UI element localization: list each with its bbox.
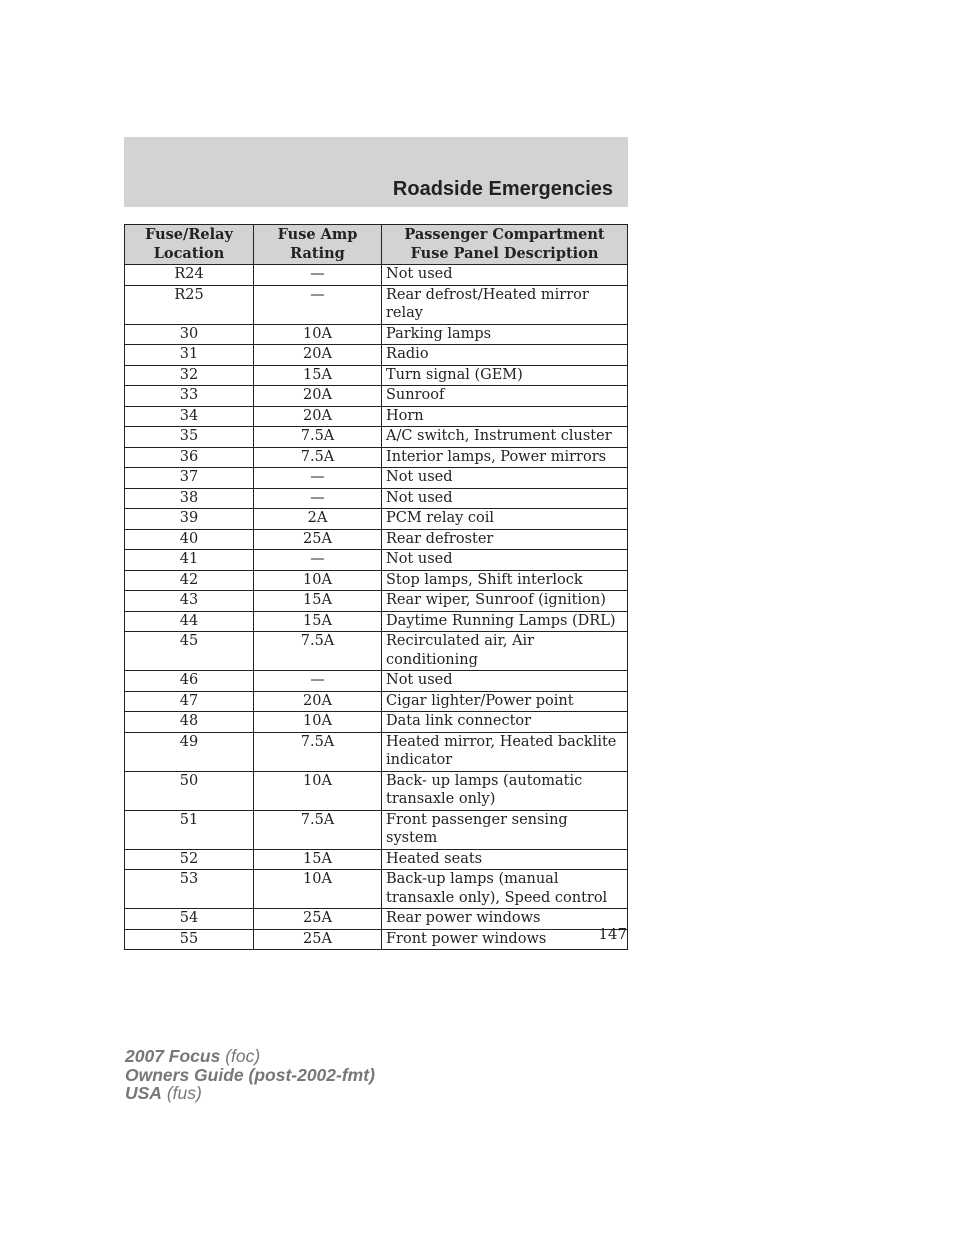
- cell-rating: 25A: [254, 529, 382, 550]
- cell-description: Rear power windows: [382, 909, 628, 930]
- cell-location: 49: [125, 732, 254, 771]
- cell-location: 35: [125, 427, 254, 448]
- cell-location: 52: [125, 849, 254, 870]
- cell-rating: 10A: [254, 570, 382, 591]
- cell-description: Rear wiper, Sunroof (ignition): [382, 591, 628, 612]
- table-row: [125, 285, 628, 324]
- table-row: [125, 712, 628, 733]
- table-row: [125, 929, 628, 950]
- cell-rating: 2A: [254, 509, 382, 530]
- section-title: Roadside Emergencies: [392, 178, 613, 200]
- cell-description: Heated seats: [382, 849, 628, 870]
- section-header-band: [124, 137, 628, 207]
- cell-location: 38: [125, 488, 254, 509]
- cell-location: R24: [125, 265, 254, 286]
- cell-description: Back-up lamps (manual transaxle only), Speed control: [382, 870, 628, 909]
- table-row: [125, 529, 628, 550]
- cell-rating: 10A: [254, 712, 382, 733]
- cell-rating: —: [254, 671, 382, 692]
- table-row: [125, 509, 628, 530]
- cell-location: 34: [125, 406, 254, 427]
- table-row: [125, 732, 628, 771]
- cell-description: Not used: [382, 488, 628, 509]
- cell-description: Back- up lamps (automatic transaxle only): [382, 771, 628, 810]
- table-row: [125, 771, 628, 810]
- cell-location: 51: [125, 810, 254, 849]
- cell-description: Cigar lighter/Power point: [382, 691, 628, 712]
- cell-description: Interior lamps, Power mirrors: [382, 447, 628, 468]
- cell-location: 54: [125, 909, 254, 930]
- cell-location: 31: [125, 345, 254, 366]
- cell-description: Not used: [382, 468, 628, 489]
- cell-location: 42: [125, 570, 254, 591]
- cell-rating: 7.5A: [254, 732, 382, 771]
- cell-location: 32: [125, 365, 254, 386]
- cell-rating: 7.5A: [254, 447, 382, 468]
- cell-location: 44: [125, 611, 254, 632]
- table-row: [125, 810, 628, 849]
- cell-description: PCM relay coil: [382, 509, 628, 530]
- table-row: [125, 632, 628, 671]
- cell-description: Not used: [382, 550, 628, 571]
- cell-location: 50: [125, 771, 254, 810]
- table-row: [125, 265, 628, 286]
- cell-rating: 10A: [254, 771, 382, 810]
- cell-description: Daytime Running Lamps (DRL): [382, 611, 628, 632]
- cell-location: 41: [125, 550, 254, 571]
- table-row: [125, 849, 628, 870]
- table-row: [125, 671, 628, 692]
- cell-location: 55: [125, 929, 254, 950]
- cell-rating: 7.5A: [254, 632, 382, 671]
- cell-description: Turn signal (GEM): [382, 365, 628, 386]
- cell-description: A/C switch, Instrument cluster: [382, 427, 628, 448]
- cell-rating: 15A: [254, 849, 382, 870]
- table-row: [125, 365, 628, 386]
- cell-location: 36: [125, 447, 254, 468]
- cell-description: Parking lamps: [382, 324, 628, 345]
- cell-location: R25: [125, 285, 254, 324]
- cell-description: Rear defrost/Heated mirror relay: [382, 285, 628, 324]
- cell-location: 40: [125, 529, 254, 550]
- cell-rating: 15A: [254, 611, 382, 632]
- cell-rating: —: [254, 468, 382, 489]
- cell-rating: 20A: [254, 406, 382, 427]
- footer-model-code: (foc): [225, 1046, 261, 1066]
- table-row: [125, 870, 628, 909]
- footer-line-guide: [125, 1066, 375, 1085]
- cell-rating: 10A: [254, 870, 382, 909]
- cell-description: Heated mirror, Heated backlite indicator: [382, 732, 628, 771]
- cell-description: Front power windows: [382, 929, 628, 950]
- table-row: [125, 345, 628, 366]
- cell-rating: —: [254, 488, 382, 509]
- cell-rating: —: [254, 265, 382, 286]
- cell-description: Stop lamps, Shift interlock: [382, 570, 628, 591]
- document-footer: [125, 1047, 375, 1103]
- cell-description: Not used: [382, 265, 628, 286]
- table-row: [125, 591, 628, 612]
- cell-rating: 10A: [254, 324, 382, 345]
- fuse-table: [124, 224, 628, 950]
- table-row: [125, 909, 628, 930]
- table-row: [125, 488, 628, 509]
- cell-location: 39: [125, 509, 254, 530]
- column-header-location: Fuse/Relay Location: [125, 225, 254, 265]
- cell-description: Sunroof: [382, 386, 628, 407]
- cell-rating: 25A: [254, 909, 382, 930]
- cell-description: Radio: [382, 345, 628, 366]
- cell-location: 47: [125, 691, 254, 712]
- cell-rating: 7.5A: [254, 427, 382, 448]
- cell-rating: 20A: [254, 691, 382, 712]
- table-row: [125, 570, 628, 591]
- cell-location: 45: [125, 632, 254, 671]
- cell-description: Rear defroster: [382, 529, 628, 550]
- column-header-rating: Fuse Amp Rating: [254, 225, 382, 265]
- table-row: [125, 427, 628, 448]
- table-row: [125, 611, 628, 632]
- cell-rating: 15A: [254, 365, 382, 386]
- table-row: [125, 550, 628, 571]
- footer-model: 2007 Focus: [125, 1046, 221, 1066]
- cell-description: Recirculated air, Air conditioning: [382, 632, 628, 671]
- table-row: [125, 468, 628, 489]
- cell-description: Front passenger sensing system: [382, 810, 628, 849]
- cell-rating: 15A: [254, 591, 382, 612]
- cell-rating: —: [254, 285, 382, 324]
- cell-rating: 7.5A: [254, 810, 382, 849]
- cell-location: 48: [125, 712, 254, 733]
- table-row: [125, 386, 628, 407]
- cell-rating: 20A: [254, 345, 382, 366]
- table-row: [125, 324, 628, 345]
- table-body: [125, 265, 628, 950]
- page-number: 147: [598, 925, 627, 943]
- table-header-row: [125, 225, 628, 265]
- footer-line-model: [125, 1047, 375, 1066]
- cell-location: 30: [125, 324, 254, 345]
- cell-description: Horn: [382, 406, 628, 427]
- table-row: [125, 691, 628, 712]
- cell-description: Not used: [382, 671, 628, 692]
- footer-line-market: [125, 1084, 375, 1103]
- cell-location: 43: [125, 591, 254, 612]
- table-row: [125, 406, 628, 427]
- column-header-description: Passenger Compartment Fuse Panel Description: [382, 225, 628, 265]
- cell-location: 53: [125, 870, 254, 909]
- cell-description: Data link connector: [382, 712, 628, 733]
- table-row: [125, 447, 628, 468]
- footer-market-code: (fus): [166, 1083, 202, 1103]
- footer-market: USA: [125, 1083, 162, 1103]
- cell-rating: 20A: [254, 386, 382, 407]
- cell-rating: —: [254, 550, 382, 571]
- cell-location: 46: [125, 671, 254, 692]
- cell-location: 37: [125, 468, 254, 489]
- cell-rating: 25A: [254, 929, 382, 950]
- cell-location: 33: [125, 386, 254, 407]
- footer-guide: Owners Guide (post-2002-fmt): [125, 1064, 375, 1085]
